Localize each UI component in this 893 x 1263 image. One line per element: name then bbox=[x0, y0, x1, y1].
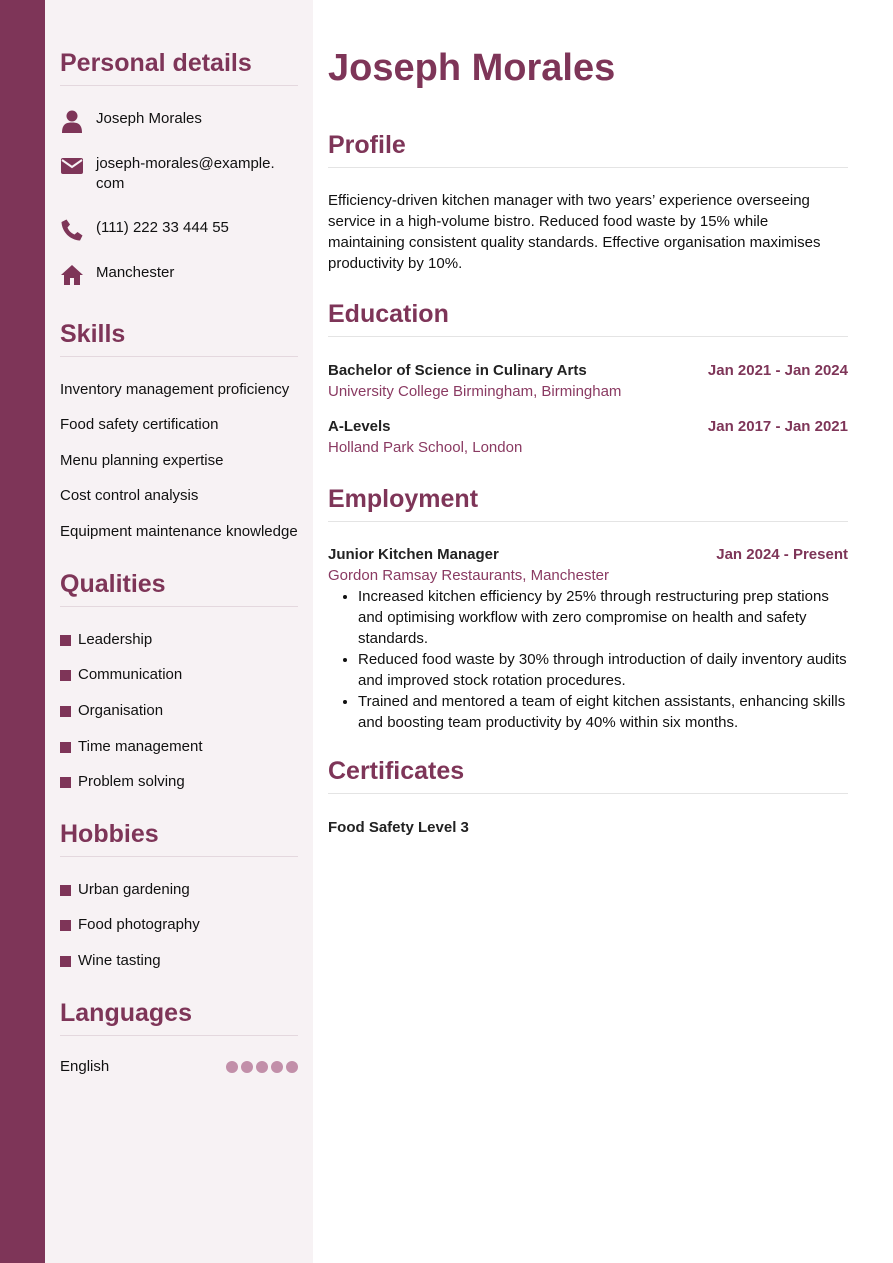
profile-text: Efficiency-driven kitchen manager with two years’ experience overseeing service in a high-volume bistro. Reduced food waste by 15% while maintaining consistent quality standards. Effective organisation maximises productivity by 10%. bbox=[328, 192, 821, 272]
square-bullet-icon bbox=[60, 777, 71, 788]
quality-item bbox=[60, 737, 203, 757]
hobby-label: Urban gardening bbox=[78, 881, 190, 898]
candidate-name: Joseph Morales bbox=[328, 47, 616, 89]
language-level-dots bbox=[226, 1061, 298, 1073]
education-institution: University College Birmingham, Birmingham bbox=[328, 383, 622, 400]
education-date: Jan 2021 - Jan 2024 bbox=[707, 362, 848, 379]
personal-location: Manchester bbox=[96, 264, 175, 281]
square-bullet-icon bbox=[60, 635, 71, 646]
personal-name: Joseph Morales bbox=[96, 110, 202, 127]
profile-heading: Profile bbox=[328, 129, 848, 168]
quality-label: Leadership bbox=[78, 631, 153, 648]
employment-bullet: • Trained and mentored a team of eight kitchen assistants, enhancing skills and boosting team productivity by 40% within six months. bbox=[358, 691, 848, 733]
quality-label: Communication bbox=[78, 666, 183, 683]
hobbies-section bbox=[60, 818, 298, 857]
hobby-label: Food photography bbox=[78, 916, 200, 933]
education-title: A-Levels bbox=[328, 418, 391, 435]
education-date: Jan 2017 - Jan 2021 bbox=[707, 418, 848, 435]
quality-label: Organisation bbox=[78, 702, 164, 719]
square-bullet-icon bbox=[60, 706, 71, 717]
language-name: English bbox=[60, 1058, 110, 1075]
skill-item: Menu planning expertise bbox=[60, 452, 224, 469]
quality-item bbox=[60, 630, 152, 650]
personal-details-section bbox=[60, 47, 298, 86]
skills-section bbox=[60, 318, 298, 357]
languages-heading: Languages bbox=[60, 997, 298, 1036]
personal-email[interactable]: joseph-morales@example.com bbox=[96, 155, 275, 192]
personal-phone[interactable]: (111) 222 33 444 55 bbox=[96, 219, 229, 236]
language-level-dot bbox=[271, 1061, 283, 1073]
language-level-dot bbox=[226, 1061, 238, 1073]
square-bullet-icon bbox=[60, 885, 71, 896]
language-level-dot bbox=[256, 1061, 268, 1073]
accent-stripe bbox=[0, 0, 45, 1263]
employment-title: Junior Kitchen Manager bbox=[328, 546, 499, 563]
phone-icon bbox=[60, 218, 84, 242]
personal-phone-row bbox=[60, 218, 298, 242]
skill-item: Equipment maintenance knowledge bbox=[60, 523, 298, 540]
personal-email-row bbox=[60, 154, 298, 194]
sidebar bbox=[45, 0, 313, 1263]
quality-label: Problem solving bbox=[78, 773, 185, 790]
hobby-item bbox=[60, 951, 161, 971]
person-icon bbox=[60, 109, 84, 133]
employment-company: Gordon Ramsay Restaurants, Manchester bbox=[328, 567, 609, 584]
skill-item: Inventory management proficiency bbox=[60, 381, 290, 398]
education-heading: Education bbox=[328, 298, 848, 337]
square-bullet-icon bbox=[60, 920, 71, 931]
employment-entry bbox=[328, 544, 848, 565]
hobbies-heading: Hobbies bbox=[60, 818, 298, 857]
quality-item bbox=[60, 701, 163, 721]
language-level-dot bbox=[286, 1061, 298, 1073]
education-title: Bachelor of Science in Culinary Arts bbox=[328, 362, 587, 379]
quality-item bbox=[60, 665, 182, 685]
square-bullet-icon bbox=[60, 742, 71, 753]
employment-heading: Employment bbox=[328, 483, 848, 522]
personal-name-row bbox=[60, 109, 298, 133]
qualities-section bbox=[60, 568, 298, 607]
employment-bullet: • Increased kitchen efficiency by 25% through restructuring prep stations and optimising workflow with zero compromise on health and safety standards. bbox=[358, 586, 848, 649]
square-bullet-icon bbox=[60, 670, 71, 681]
language-row bbox=[60, 1058, 298, 1075]
square-bullet-icon bbox=[60, 956, 71, 967]
employment-date: Jan 2024 - Present bbox=[716, 546, 848, 563]
hobby-item bbox=[60, 880, 190, 900]
employment-bullets bbox=[328, 586, 848, 733]
envelope-icon bbox=[60, 154, 84, 178]
employment-bullet: • Reduced food waste by 30% through introduction of daily inventory audits and improved stock rotation procedures. bbox=[358, 649, 848, 691]
skill-item: Cost control analysis bbox=[60, 487, 199, 504]
certificates-heading: Certificates bbox=[328, 755, 848, 794]
personal-location-row bbox=[60, 263, 298, 287]
home-icon bbox=[60, 263, 84, 287]
qualities-heading: Qualities bbox=[60, 568, 298, 607]
quality-label: Time management bbox=[78, 738, 203, 755]
languages-section bbox=[60, 997, 298, 1036]
hobby-label: Wine tasting bbox=[78, 952, 161, 969]
skills-heading: Skills bbox=[60, 318, 298, 357]
education-institution: Holland Park School, London bbox=[328, 439, 523, 456]
quality-item bbox=[60, 772, 185, 792]
skill-item: Food safety certification bbox=[60, 416, 219, 433]
education-entry bbox=[328, 360, 848, 381]
hobby-item bbox=[60, 915, 200, 935]
certificate-item: Food Safety Level 3 bbox=[328, 819, 469, 836]
personal-details-heading: Personal details bbox=[60, 47, 298, 86]
language-level-dot bbox=[241, 1061, 253, 1073]
education-entry bbox=[328, 416, 848, 437]
